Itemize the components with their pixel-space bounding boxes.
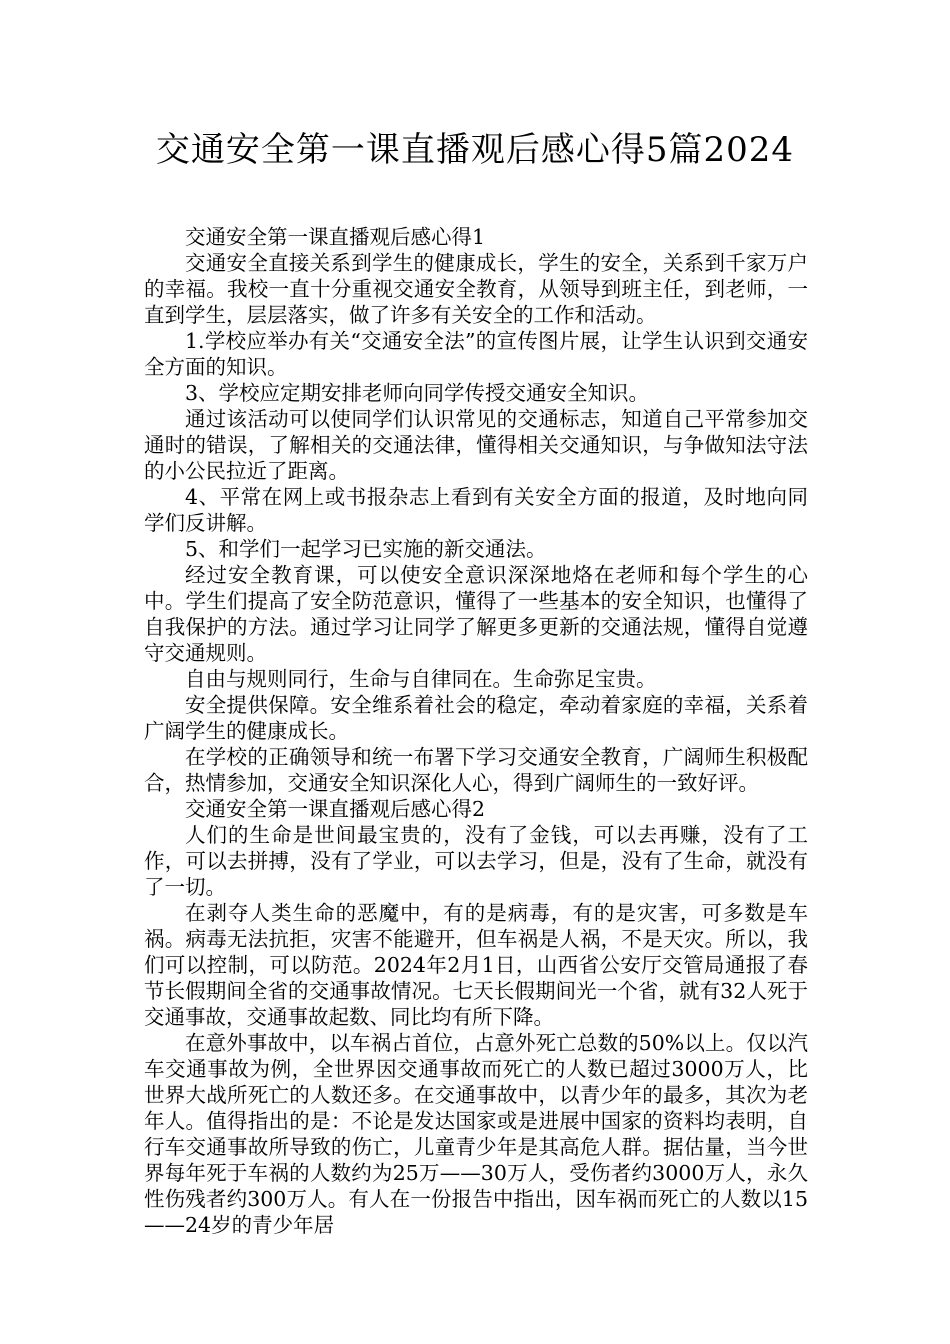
paragraph: 经过安全教育课，可以使安全意识深深地烙在老师和每个学生的心中。学生们提高了安全防范意识，懂得了一些基本的安全知识，也懂得了自我保护的方法。通过学习让同学了解更多更新的交通法规，懂得自觉遵守交通规则。 [144, 563, 808, 665]
paragraph: 人们的生命是世间最宝贵的，没有了金钱，可以去再赚，没有了工作，可以去拼搏，没有了学业，可以去学习，但是，没有了生命，就没有了一切。 [144, 823, 808, 899]
paragraph: 在意外事故中，以车祸占首位，占意外死亡总数的50%以上。仅以汽车交通事故为例，全世界因交通事故而死亡的人数已超过3000万人，比世界大战所死亡的人数还多。在交通事故中，以青少年的最多，其次为老年人。值得指出的是：不论是发达国家或是进展中国家的资料均表明，自行车交通事故所导致的伤亡，儿童青少年是其高危人群。据估量，当今世界每年死于车祸的人数约为25万——30万人，受伤者约3000万人，永久性伤残者约300万人。有人在一份报告中指出，因车祸而死亡的人数以15——24岁的青少年居 [144, 1031, 808, 1237]
paragraph: 安全提供保障。安全维系着社会的稳定，牵动着家庭的幸福，关系着广阔学生的健康成长。 [144, 693, 808, 743]
section-heading-2: 交通安全第一课直播观后感心得2 [185, 797, 486, 821]
paragraph: 5、和学们一起学习已实施的新交通法。 [185, 537, 547, 561]
paragraph: 1.学校应举办有关“交通安全法”的宣传图片展，让学生认识到交通安全方面的知识。 [144, 329, 808, 379]
paragraph: 通过该活动可以使同学们认识常见的交通标志，知道自己平常参加交通时的错误，了解相关的交通法律，懂得相关交通知识，与争做知法守法的小公民拉近了距离。 [144, 407, 808, 483]
paragraph: 交通安全直接关系到学生的健康成长，学生的安全，关系到千家万户的幸福。我校一直十分重视交通安全教育，从领导到班主任，到老师，一直到学生，层层落实，做了许多有关安全的工作和活动。 [144, 251, 808, 327]
paragraph: 自由与规则同行，生命与自律同在。生命弥足宝贵。 [185, 667, 657, 691]
document-body [144, 224, 808, 1238]
paragraph: 4、平常在网上或书报杂志上看到有关安全方面的报道，及时地向同学们反讲解。 [144, 485, 808, 535]
paragraph: 在剥夺人类生命的恶魔中，有的是病毒，有的是灾害，可多数是车祸。病毒无法抗拒，灾害不能避开，但车祸是人祸，不是天灾。所以，我们可以控制，可以防范。2024年2月1日，山西省公安厅交管局通报了春节长假期间全省的交通事故情况。七天长假期间光一个省，就有32人死于交通事故，交通事故起数、同比均有所下降。 [144, 901, 808, 1029]
paragraph: 在学校的正确领导和统一布署下学习交通安全教育，广阔师生积极配合，热情参加，交通安全知识深化人心，得到广阔师生的一致好评。 [144, 745, 808, 795]
paragraph: 3、学校应定期安排老师向同学传授交通安全知识。 [185, 381, 650, 405]
document-title: 交通安全第一课直播观后感心得5篇2024 [155, 130, 795, 170]
section-heading-1: 交通安全第一课直播观后感心得1 [185, 225, 486, 249]
